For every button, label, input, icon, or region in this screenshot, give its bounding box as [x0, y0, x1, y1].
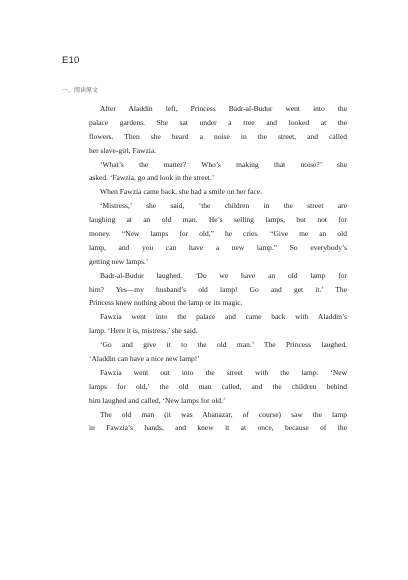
passage-line: lamp. ‘Here it is, mistress,’ she said. — [89, 326, 198, 336]
passage-line: him? Yes—my husband’s old lamp! Go and get it.’ The — [89, 284, 347, 294]
passage-line: ‘Go and give it to the old man.’ The Princess laughed. — [100, 340, 347, 350]
passage-line: flowers. Then she heard a noise in the street, and called — [89, 131, 347, 141]
passage-line: money. “New lamps for old,” he cries. “Give me an old — [89, 229, 347, 239]
passage-line: The old man (it was Abanazar, of course) saw the lamp — [100, 409, 347, 419]
passage-line: Fawzia went into the palace and came back with Aladdin’s — [100, 312, 347, 322]
reading-passage — [89, 102, 347, 435]
passage-line: ‘Mistress,’ she said, ‘the children in the street are — [100, 201, 347, 211]
passage-line: lamp, and you can have a new lamp.” So everybody’s — [89, 242, 347, 252]
passage-line: getting new lamps.’ — [89, 256, 149, 266]
document-code: E10 — [62, 55, 80, 66]
passage-line: After Aladdin left, Princess Badr-al-Budur went into the — [100, 104, 347, 113]
passage-line: Princess knew nothing about the lamp or its magic. — [89, 298, 243, 308]
passage-line: palace gardens. She sat under a tree and looked at the — [89, 117, 347, 127]
passage-line: in Fawzia’s hands, and knew it at once, because of the — [89, 423, 347, 433]
passage-line: her slave-girl, Fawzia. — [89, 145, 157, 155]
passage-line: ‘What’s the matter? Who’s making that noise?’ she — [100, 159, 347, 169]
section-heading: 一、阅读原文 — [62, 87, 99, 94]
passage-line: lamps for old,’ the old man called, and the children behind — [89, 381, 347, 391]
passage-line: him laughed and called, ‘New lamps for old.’ — [89, 395, 226, 405]
passage-line: Fawzia went out into the street with the lamp. ‘New — [100, 367, 347, 377]
passage-line: ‘Aladdin can have a nice new lamp!’ — [89, 354, 200, 364]
passage-line: When Fawzia came back, she had a smile on her face. — [100, 187, 263, 197]
passage-line: asked. ‘Fawzia, go and look in the street.’ — [89, 173, 215, 183]
passage-line: laughing at an old man. He’s selling lamps, but not for — [89, 215, 347, 225]
passage-line: Badr-al-Budur laughed. ‘Do we have an old lamp for — [100, 270, 347, 280]
